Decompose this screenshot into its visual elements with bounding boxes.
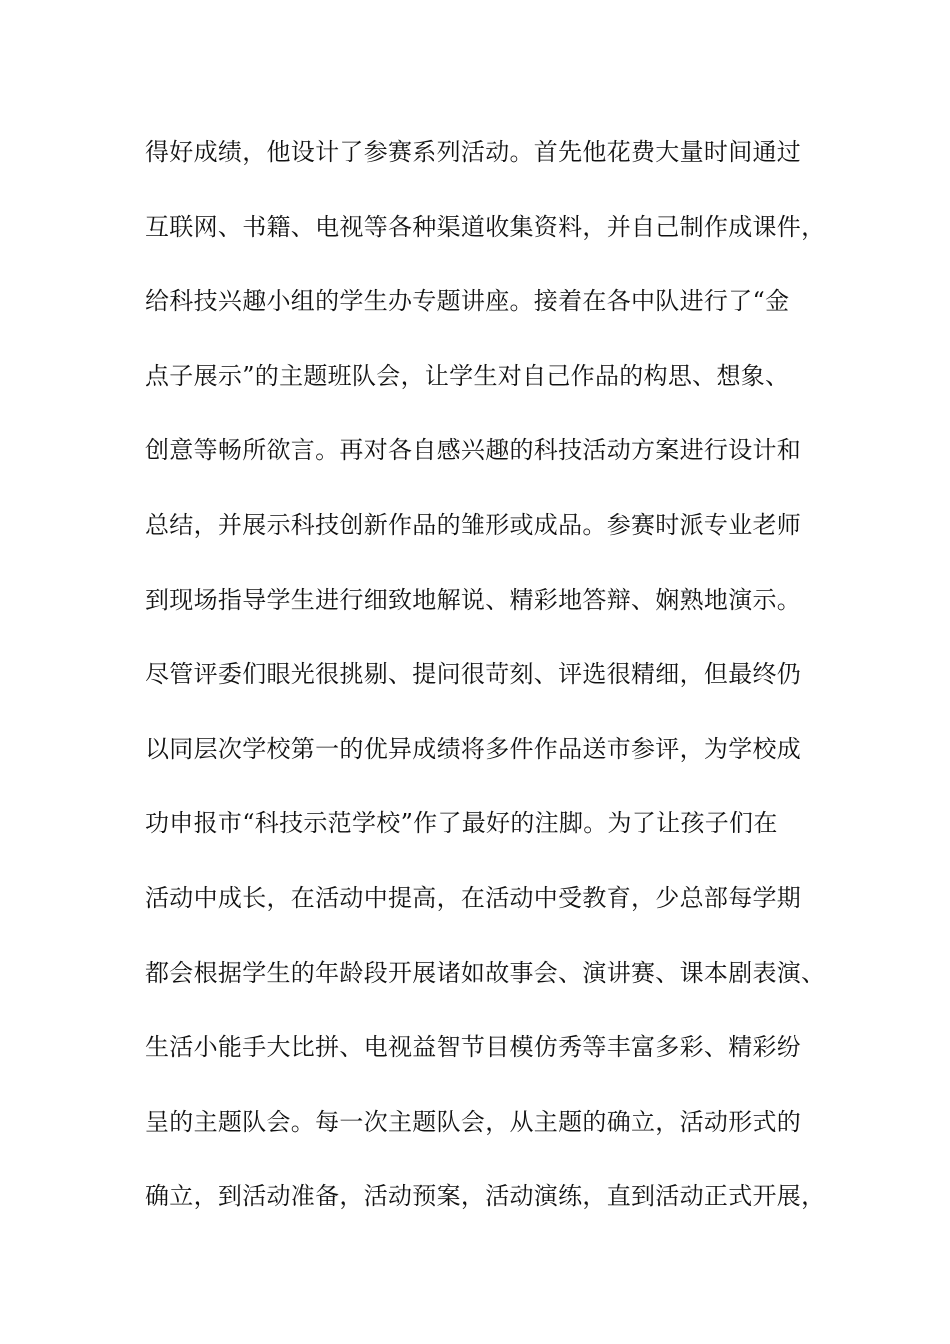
text-line-5: 创意等畅所欲言。再对各自感兴趣的科技活动方案进行设计和 bbox=[145, 436, 802, 465]
text-line-8: 尽管评委们眼光很挑剔、提问很苛刻、评选很精细，但最终仍 bbox=[145, 660, 802, 689]
text-line-4: 点子展示”的主题班队会，让学生对自己作品的构思、想象、 bbox=[145, 361, 790, 390]
text-line-6: 总结，并展示科技创新作品的雏形或成品。参赛时派专业老师 bbox=[145, 510, 802, 539]
text-line-2: 互联网、书籍、电视等各种渠道收集资料，并自己制作成课件， bbox=[145, 212, 826, 241]
text-line-1: 得好成绩，他设计了参赛系列活动。首先他花费大量时间通过 bbox=[145, 138, 802, 166]
text-line-3: 给科技兴趣小组的学生办专题讲座。接着在各中队进行了“金 bbox=[145, 287, 790, 316]
body-paragraph bbox=[145, 128, 825, 1247]
text-line-15: 确立，到活动准备，活动预案，活动演练，直到活动正式开展， bbox=[145, 1182, 826, 1211]
text-line-9: 以同层次学校第一的优异成绩将多件作品送市参评，为学校成 bbox=[145, 734, 802, 763]
text-line-7: 到现场指导学生进行细致地解说、精彩地答辩、娴熟地演示。 bbox=[145, 585, 802, 614]
text-line-10: 功申报市“科技示范学校”作了最好的注脚。为了让孩子们在 bbox=[145, 809, 778, 838]
text-line-11: 活动中成长，在活动中提高，在活动中受教育，少总部每学期 bbox=[145, 883, 802, 912]
text-line-14: 呈的主题队会。每一次主题队会，从主题的确立，活动形式的 bbox=[145, 1107, 802, 1136]
text-line-13: 生活小能手大比拼、电视益智节目模仿秀等丰富多彩、精彩纷 bbox=[145, 1033, 802, 1062]
text-line-12: 都会根据学生的年龄段开展诸如故事会、演讲赛、课本剧表演、 bbox=[145, 958, 826, 987]
